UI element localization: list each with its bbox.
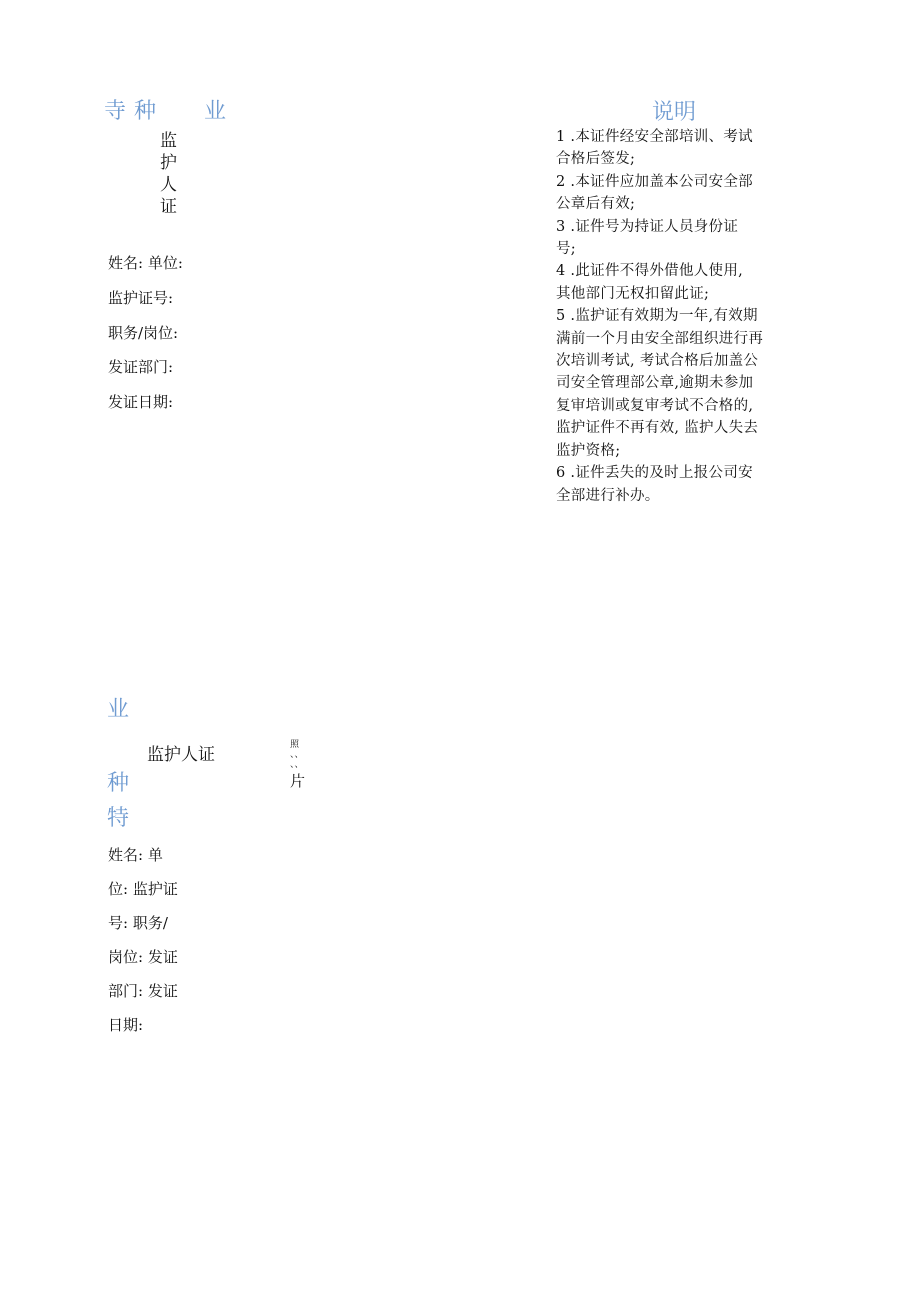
explanation-text [556,126,806,507]
photo-label-char: 、、 [290,760,304,770]
card-title-char: 护 [160,153,177,173]
explanation-line: 次培训考试, 考试合格后加盖公 [556,353,759,370]
explanation-line: 6 .证件丢失的及时上报公司安 [556,465,753,482]
back-heading-char: 种 [107,771,130,796]
front-heading-char: 种 [134,99,157,124]
back-field-line: 姓名: 单 [108,846,163,864]
explanation-line: 1 .本证件经安全部培训、考试 [556,129,753,145]
explanation-line: 公章后有效; [556,196,636,213]
photo-label-char: 、、 [290,750,304,760]
card-title-char: 人 [160,175,177,195]
explanation-line: 满前一个月由安全部组织进行再 [556,330,764,347]
front-heading [104,94,234,124]
back-heading-char: 业 [107,697,130,722]
front-field-issue-date: 发证日期: [108,393,174,411]
explanation-line: 2 .本证件应加盖本公司安全部 [556,173,753,190]
back-heading-char: 特 [107,806,130,831]
explanation-line: 号; [556,241,576,258]
front-field-position: 职务/岗位: [108,324,179,342]
photo-label-char: 照 [290,740,300,750]
back-field-line: 位: 监护证 [108,880,178,898]
front-field-badge-no: 监护证号: [108,289,174,307]
explanation-line: 合格后签发; [556,151,636,168]
explanation-line: 4 .此证件不得外借他人使用, [556,263,744,280]
explanation-line: 5 .监护证有效期为一年,有效期 [556,308,758,325]
explanation-line: 监护证件不再有效, 监护人失去 [556,420,759,437]
explanation-title: 说明 [652,100,697,125]
explanation-line: 监护资格; [556,442,621,459]
back-field-line: 号: 职务/ [108,914,168,932]
card-title-char: 证 [160,197,177,217]
front-heading-char: 业 [204,99,227,124]
front-field-name-unit: 姓名: 单位: [108,254,183,272]
card-title-char: 监 [160,131,177,151]
explanation-line: 司安全管理部公章,逾期未参加 [556,375,754,392]
explanation-line: 3 .证件号为持证人员身份证 [556,218,739,235]
front-field-issuer: 发证部门: [108,358,174,376]
explanation-line: 全部进行补办。 [556,487,660,504]
back-field-line: 岗位: 发证 [108,948,178,966]
photo-label-char: 片 [290,772,306,790]
back-field-line: 日期: [108,1016,144,1034]
back-card-title: 监护人证 [147,745,215,765]
back-field-line: 部门: 发证 [108,982,178,1000]
explanation-line: 复审培训或复审考试不合格的, [556,397,754,414]
photo-placeholder [290,740,310,790]
front-card-title [160,132,184,220]
explanation-line: 其他部门无权扣留此证; [556,285,710,302]
front-heading-char: 寺 [104,99,127,124]
